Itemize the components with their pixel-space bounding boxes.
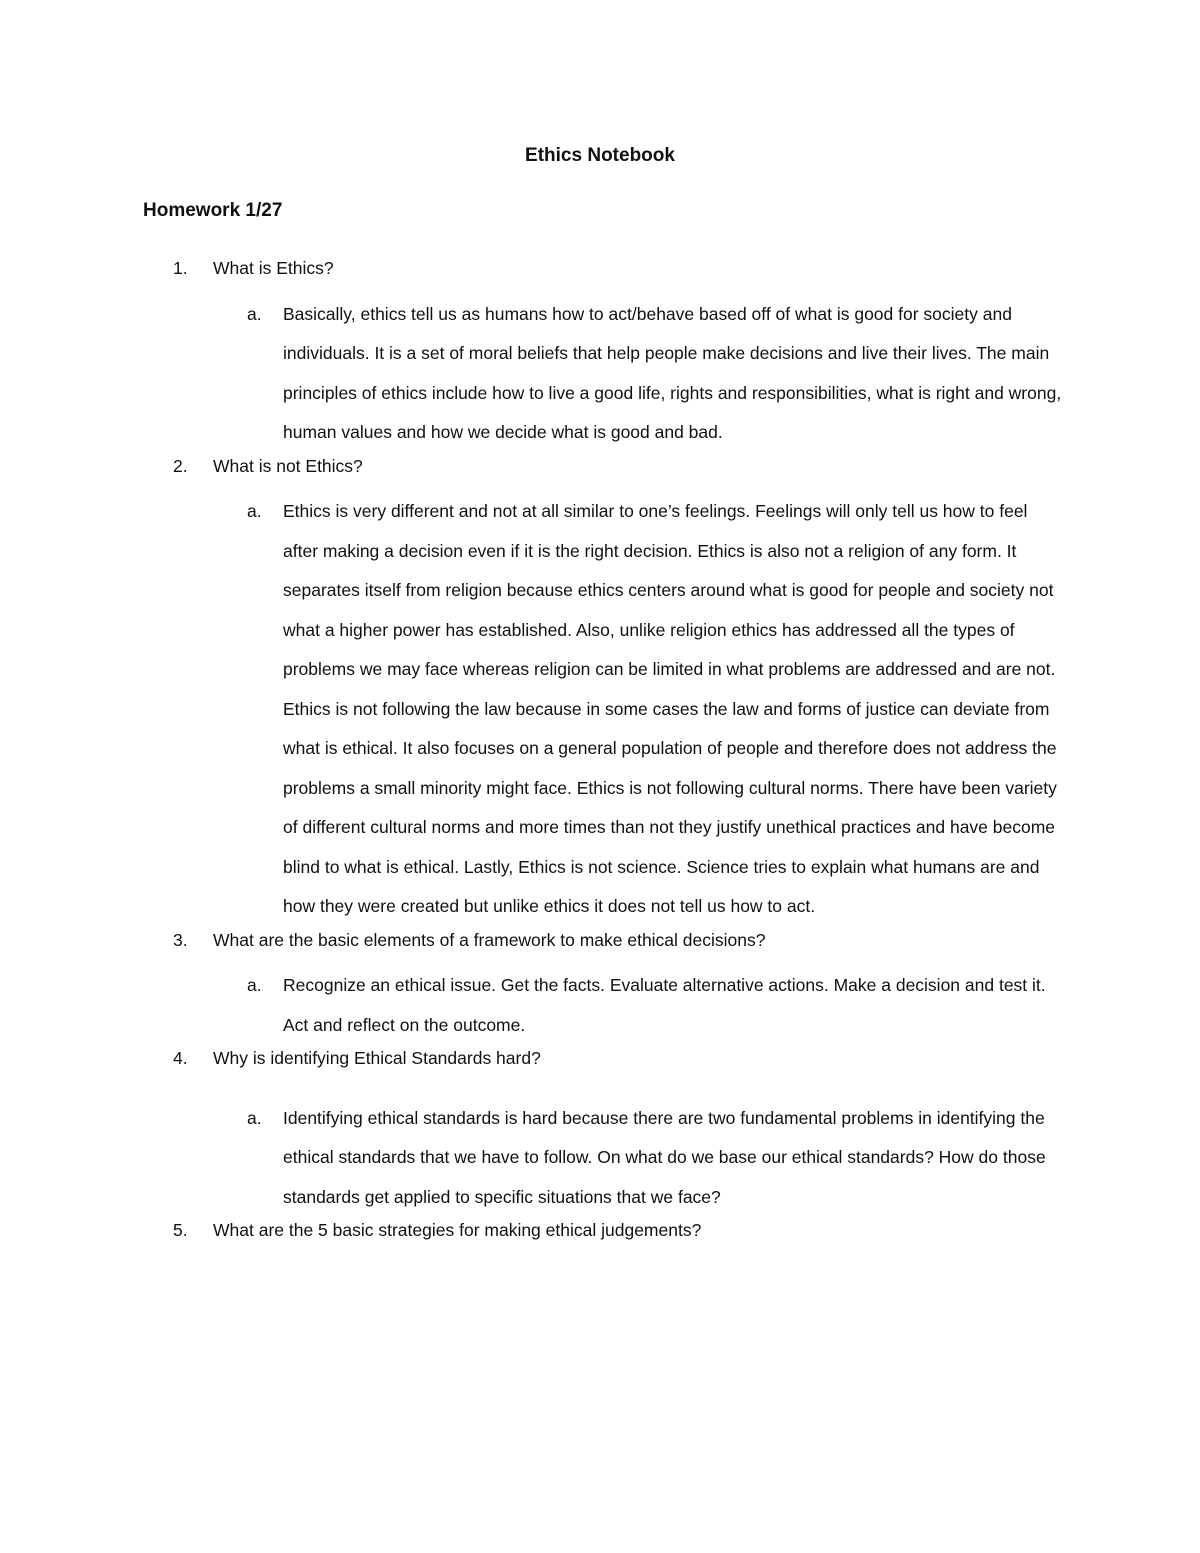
question-text: What are the 5 basic strategies for making ethical judgements? [213,1220,702,1240]
answer-text: Basically, ethics tell us as humans how to act/behave based off of what is good for society and individuals. It is a set of moral beliefs that help people make decisions and live their lives. The main principles of ethics include how to live a good life, rights and responsibilities, what is right and wrong, human values and how we decide what is good and bad. [283,303,1062,442]
document-title: Ethics Notebook [525,145,675,166]
answer-letter: a. [247,303,262,324]
question-number: 1. [173,258,188,278]
answer-text: Identifying ethical standards is hard because there are two fundamental problems in identifying the ethical standards that we have to follow. On what do we base our ethical standards? How do those standards get applied to specific situations that we face? [283,1107,1046,1207]
question-row [143,453,1063,493]
question-row [143,1045,1063,1085]
answer-row [143,1099,1063,1218]
section-heading: Homework 1/27 [143,200,283,221]
question-list [143,255,1063,1257]
answer-row [143,966,1063,1045]
question-text: What is not Ethics? [213,455,363,476]
list-item [143,255,1063,453]
answer-text: Ethics is very different and not at all similar to one’s feelings. Feelings will only tell us how to feel after making a decision even if it is the right decision. Ethics is also not a religion of any form. It separates itself from religion because ethics centers around what is good for people and society not what a higher power has established. Also, unlike religion ethics has addressed all the types of problems we may face whereas religion can be limited in what problems are addressed and are not. Ethics is not following the law because in some cases the law and forms of justice can deviate from what is ethical. It also focuses on a general population of people and therefore does not address the problems a small minority might face. Ethics is not following cultural norms. There have been variety of different cultural norms and more times than not they justify unethical practices and have become blind to what is ethical. Lastly, Ethics is not science. Science tries to explain what humans are and how they were created but unlike ethics it does not tell us how to act. [283,501,1057,916]
question-number: 5. [173,1220,188,1240]
question-text: What is Ethics? [213,258,334,278]
question-text: What are the basic elements of a framework to make ethical decisions? [213,929,766,950]
list-item [143,927,1063,1046]
question-number: 3. [173,929,188,950]
answer-letter: a. [247,975,262,995]
list-item [143,453,1063,927]
answer-letter: a. [247,501,262,521]
answer-letter: a. [247,1107,262,1128]
question-row [143,255,1063,295]
question-row [143,1217,1063,1257]
answer-row [143,492,1063,927]
question-number: 4. [173,1048,188,1068]
question-row [143,927,1063,967]
list-item [143,1217,1063,1257]
answer-text: Recognize an ethical issue. Get the facts. Evaluate alternative actions. Make a decision and test it. Act and reflect on the outcome. [283,975,1046,1035]
question-text: Why is identifying Ethical Standards hard? [213,1048,541,1068]
answer-row [143,295,1063,453]
list-item [143,1045,1063,1217]
question-number: 2. [173,455,188,476]
